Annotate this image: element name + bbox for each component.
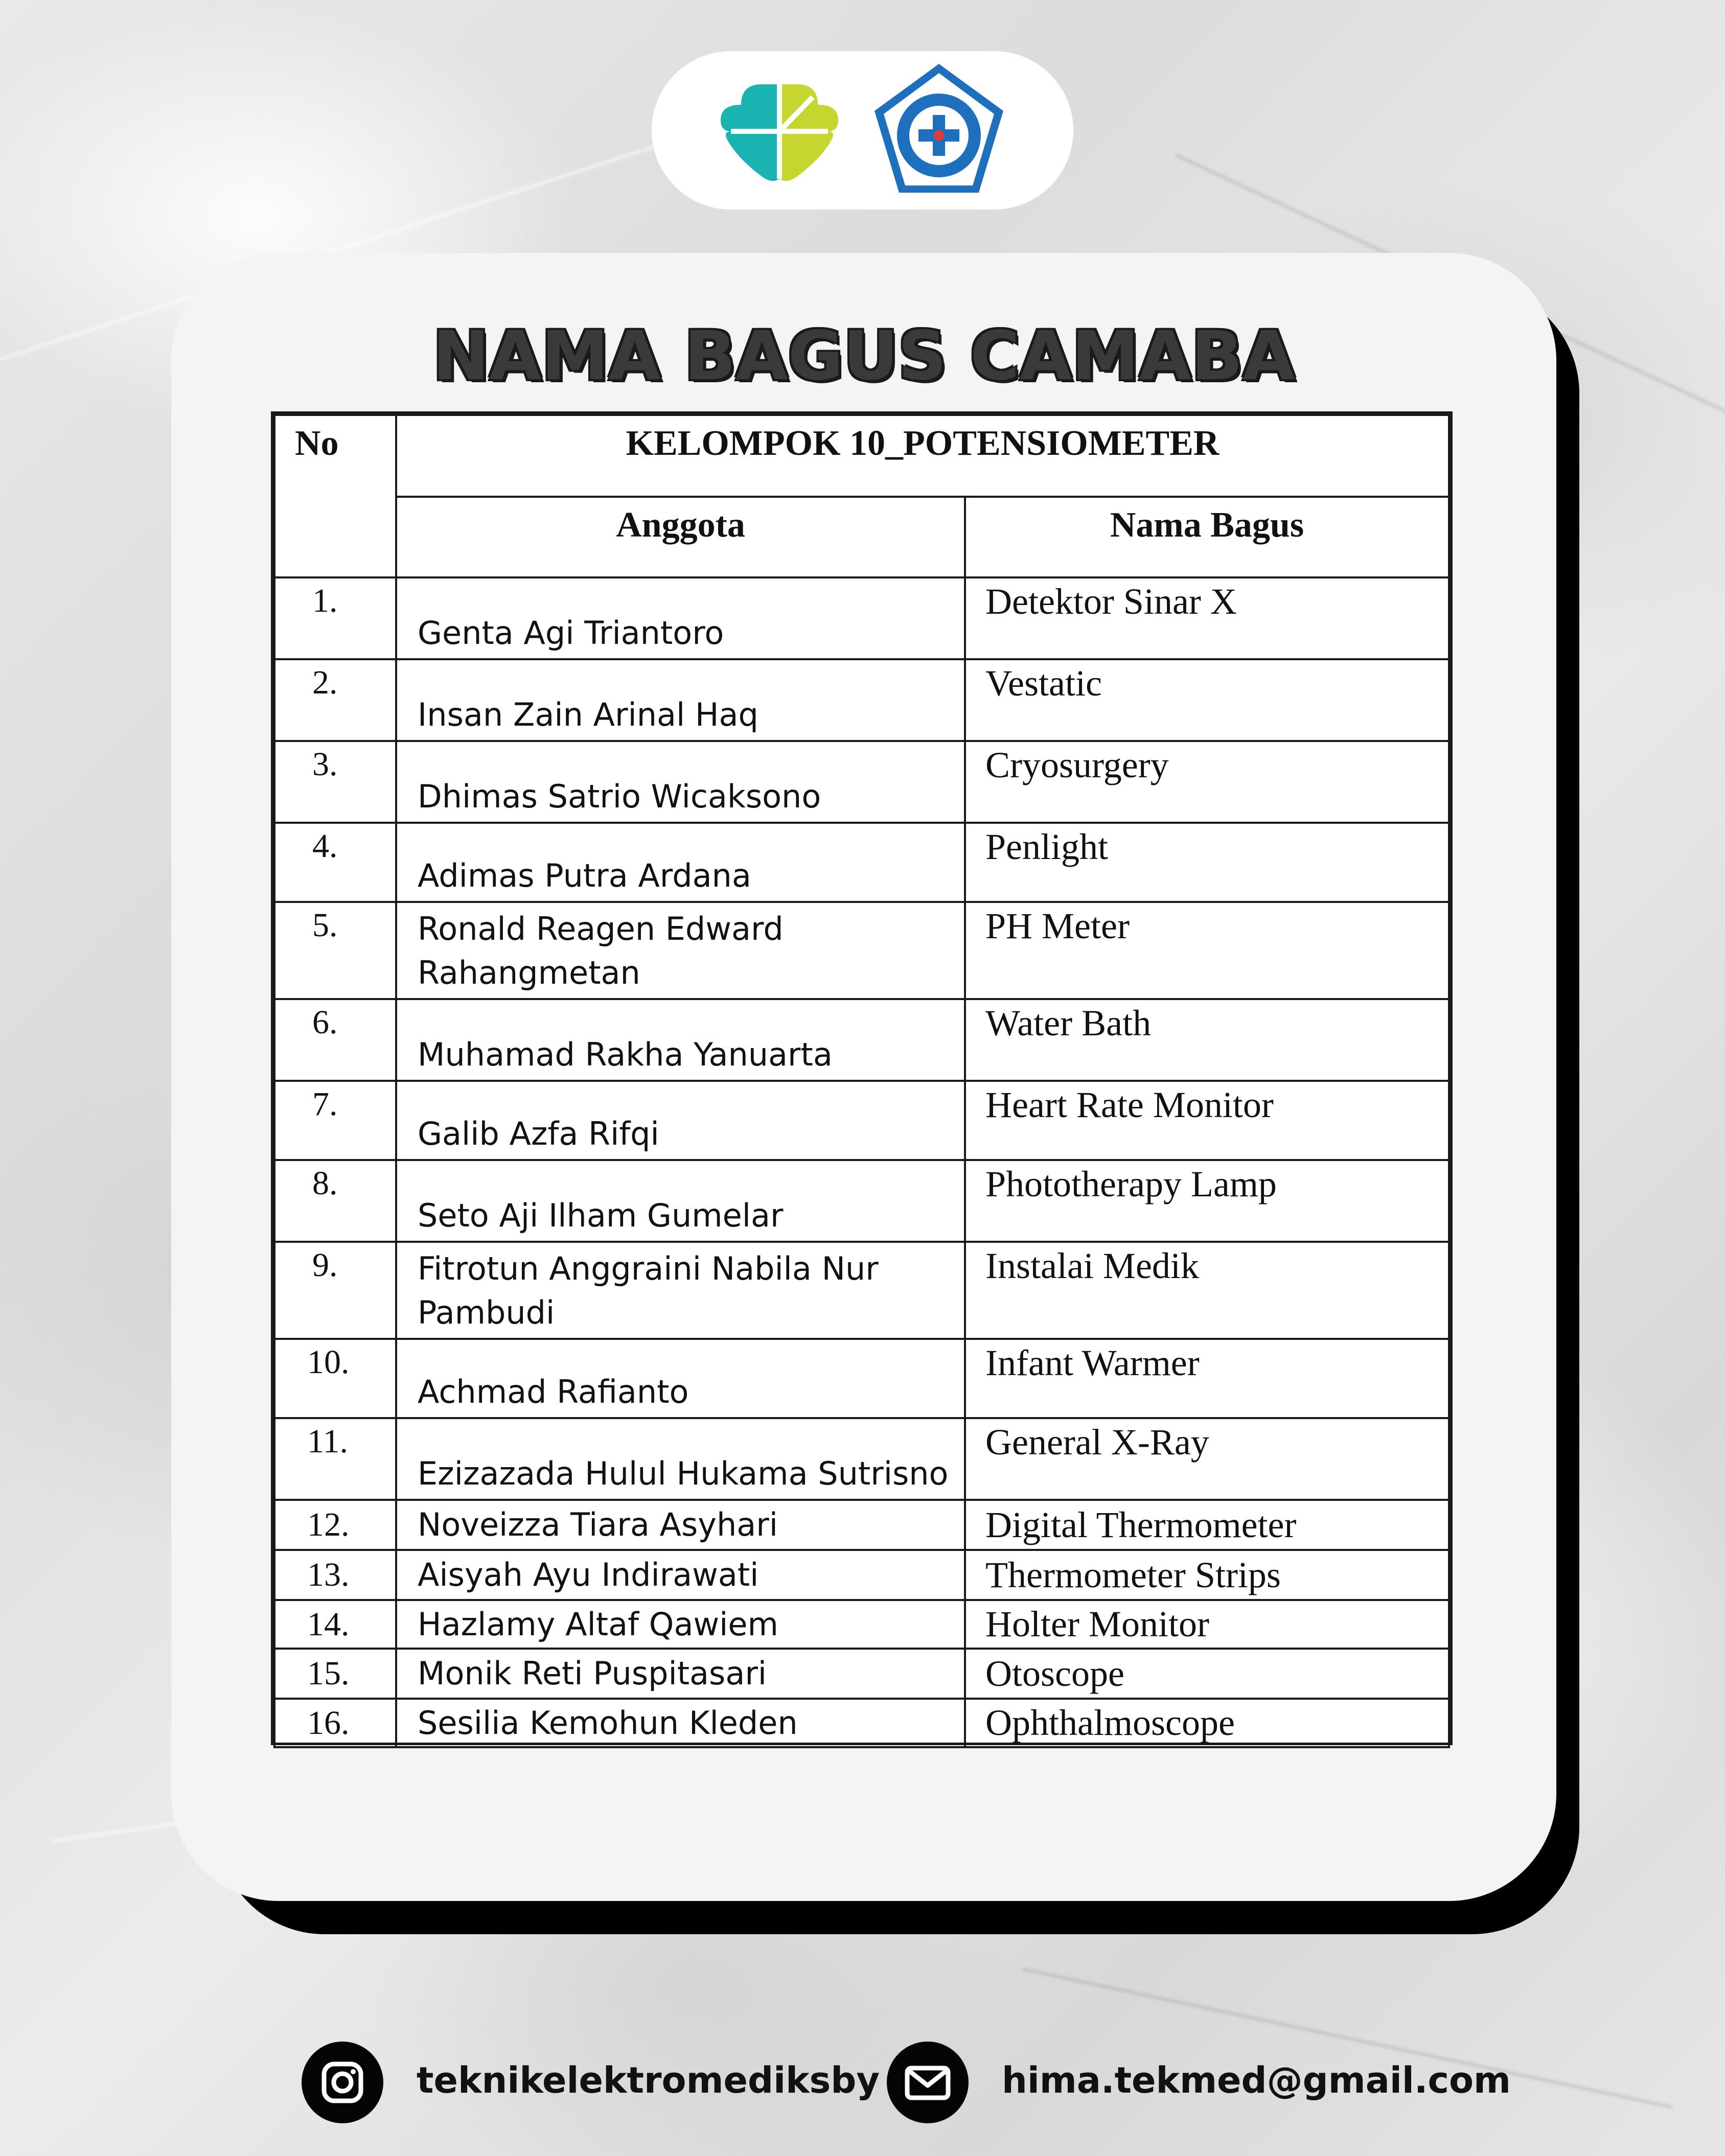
member-name: Galib Azfa Rifqi (396, 1081, 965, 1160)
table-row (274, 999, 1449, 1081)
nama-bagus: Thermometer Strips (965, 1550, 1449, 1600)
table-row (274, 741, 1449, 823)
nama-bagus: PH Meter (965, 902, 1449, 999)
nama-bagus: Penlight (965, 823, 1449, 902)
header-member: Anggota (396, 497, 965, 577)
nama-bagus: Holter Monitor (965, 1600, 1449, 1649)
members-table (271, 411, 1453, 1745)
member-name: Fitrotun Anggraini Nabila Nur Pambudi (396, 1242, 965, 1339)
table-row (274, 1699, 1449, 1747)
table-row (274, 1550, 1449, 1600)
table-row (274, 1418, 1449, 1500)
header-no: No (274, 415, 396, 577)
row-number: 4. (274, 823, 396, 902)
member-name: Genta Agi Triantoro (396, 577, 965, 659)
table-row (274, 577, 1449, 659)
table-row (274, 902, 1449, 999)
table-row (274, 1081, 1449, 1160)
nama-bagus: Detektor Sinar X (965, 577, 1449, 659)
instagram-icon[interactable] (302, 2042, 383, 2123)
mail-icon[interactable] (887, 2042, 969, 2123)
table-row (274, 659, 1449, 741)
email-address[interactable]: hima.tekmed@gmail.com (1002, 2059, 1511, 2101)
nama-bagus: Phototherapy Lamp (965, 1160, 1449, 1242)
nama-bagus: Digital Thermometer (965, 1500, 1449, 1550)
row-number: 12. (274, 1500, 396, 1550)
member-name: Ezizazada Hulul Hukama Sutrisno (396, 1418, 965, 1500)
row-number: 8. (274, 1160, 396, 1242)
member-name: Noveizza Tiara Asyhari (396, 1500, 965, 1550)
header-alias: Nama Bagus (965, 497, 1449, 577)
row-number: 15. (274, 1649, 396, 1699)
row-number: 10. (274, 1339, 396, 1418)
table-row (274, 1242, 1449, 1339)
hima-logo (866, 59, 1012, 204)
table-row (274, 1600, 1449, 1649)
nama-bagus: Ophthalmoscope (965, 1699, 1449, 1747)
member-name: Sesilia Kemohun Kleden (396, 1699, 965, 1747)
nama-bagus: General X-Ray (965, 1418, 1449, 1500)
nama-bagus: Heart Rate Monitor (965, 1081, 1449, 1160)
row-number: 7. (274, 1081, 396, 1160)
table-row (274, 823, 1449, 902)
member-name: Hazlamy Altaf Qawiem (396, 1600, 965, 1649)
header-group: KELOMPOK 10_POTENSIOMETER (396, 415, 1449, 497)
member-name: Ronald Reagen Edward Rahangmetan (396, 902, 965, 999)
row-number: 11. (274, 1418, 396, 1500)
member-name: Adimas Putra Ardana (396, 823, 965, 902)
row-number: 6. (274, 999, 396, 1081)
row-number: 1. (274, 577, 396, 659)
member-name: Insan Zain Arinal Haq (396, 659, 965, 741)
table-row (274, 1339, 1449, 1418)
nama-bagus: Otoscope (965, 1649, 1449, 1699)
row-number: 16. (274, 1699, 396, 1747)
row-number: 5. (274, 902, 396, 999)
member-name: Seto Aji Ilham Gumelar (396, 1160, 965, 1242)
nama-bagus: Infant Warmer (965, 1339, 1449, 1418)
kemenkes-logo (710, 74, 848, 189)
row-number: 2. (274, 659, 396, 741)
nama-bagus: Cryosurgery (965, 741, 1449, 823)
member-name: Dhimas Satrio Wicaksono (396, 741, 965, 823)
instagram-handle[interactable]: teknikelektromediksby (417, 2059, 880, 2101)
member-name: Achmad Rafianto (396, 1339, 965, 1418)
row-number: 9. (274, 1242, 396, 1339)
nama-bagus: Vestatic (965, 659, 1449, 741)
table-row (274, 1160, 1449, 1242)
page-title: NAMA BAGUS CAMABA (432, 317, 1295, 396)
member-name: Aisyah Ayu Indirawati (396, 1550, 965, 1600)
row-number: 14. (274, 1600, 396, 1649)
row-number: 3. (274, 741, 396, 823)
row-number: 13. (274, 1550, 396, 1600)
logo-banner (652, 51, 1073, 210)
table-row (274, 1500, 1449, 1550)
nama-bagus: Water Bath (965, 999, 1449, 1081)
member-name: Muhamad Rakha Yanuarta (396, 999, 965, 1081)
nama-bagus: Instalai Medik (965, 1242, 1449, 1339)
member-name: Monik Reti Puspitasari (396, 1649, 965, 1699)
table-row (274, 1649, 1449, 1699)
